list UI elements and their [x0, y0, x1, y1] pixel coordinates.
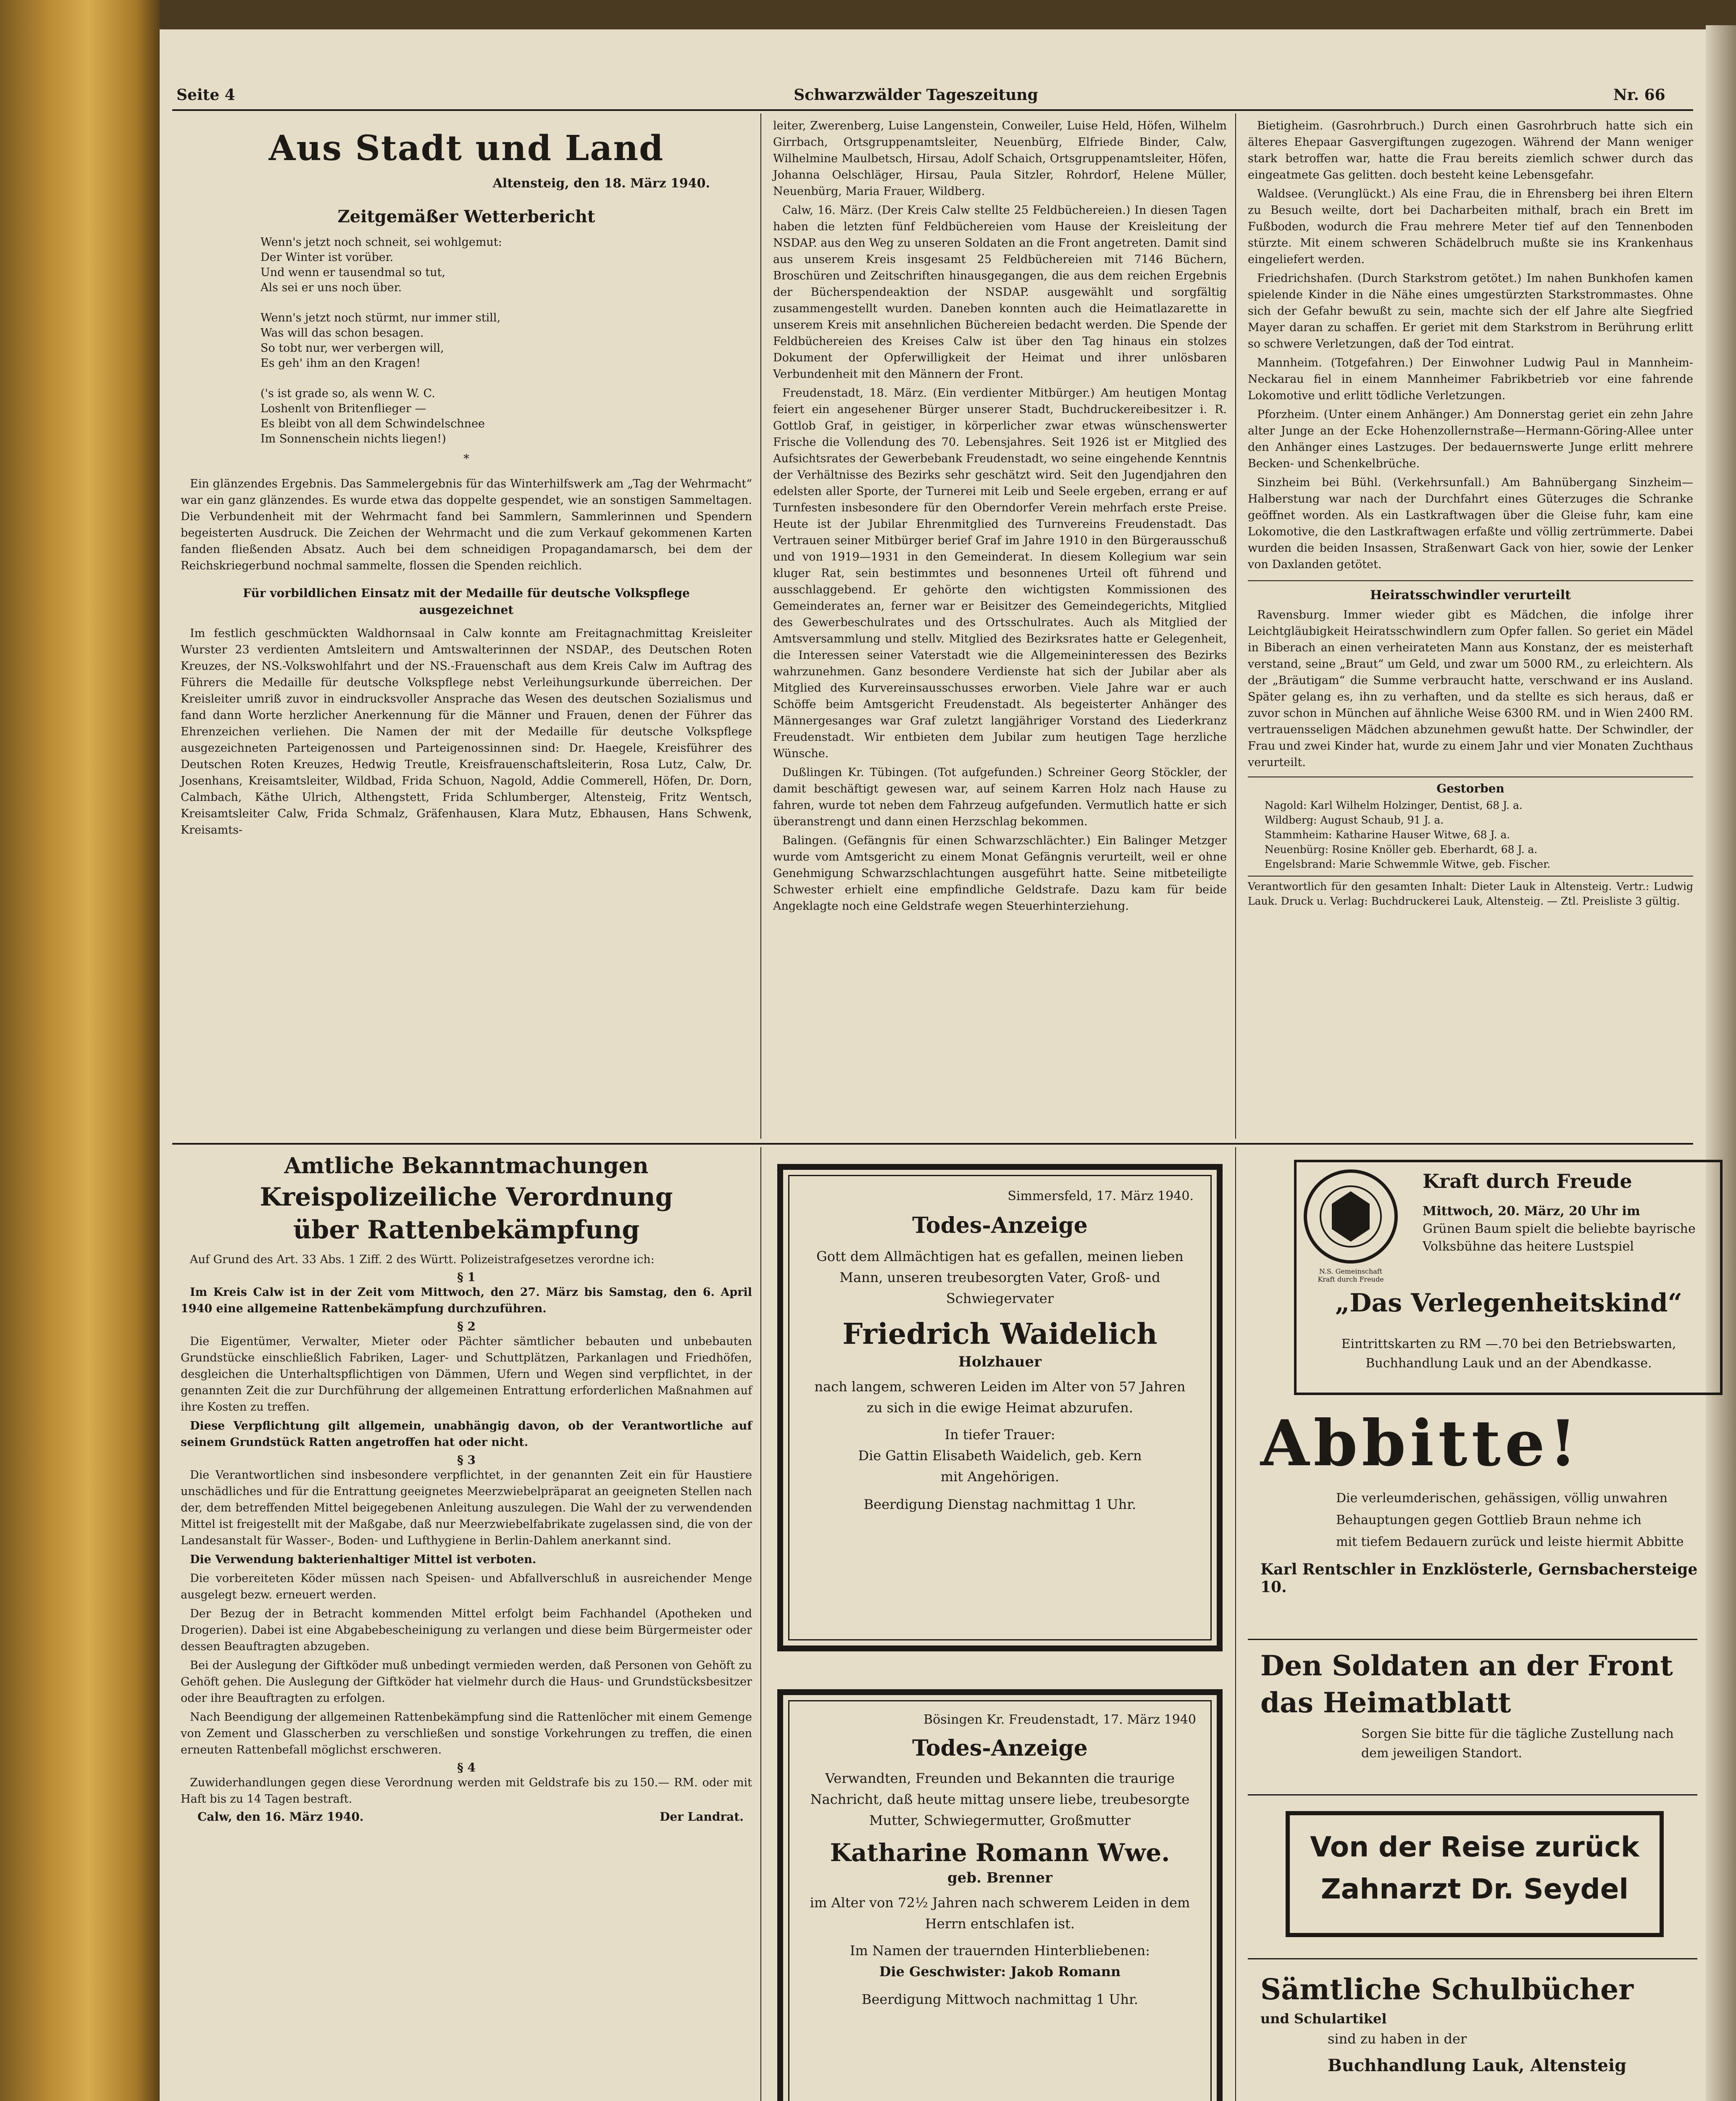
- right-column: [1248, 118, 1693, 908]
- soldaten-line-4: dem jeweiligen Standort.: [1361, 1746, 1523, 1761]
- paragraph-3c: Die vorbereiteten Köder müssen nach Speisen- und Abfallverschluß in ausreichender Menge ausgelegt bezw. erneuert werden.: [181, 1572, 752, 1601]
- paragraph-2b: Diese Verpflichtung gilt allgemein, unabhängig davon, ob der Verantwortliche auf seinem Grundstück Ratten angetroffen hat oder nicht.: [181, 1419, 752, 1449]
- schulbuecher-line-4: Buchhandlung Lauk, Altensteig: [1328, 2056, 1627, 2075]
- official-title: Amtliche Bekanntmachungen: [284, 1153, 649, 1179]
- left-column: [181, 120, 752, 841]
- notice-burial: Beerdigung Dienstag nachmittag 1 Uhr.: [863, 1496, 1136, 1512]
- death-notice: Neuenbürg: Rosine Knöller geb. Eberhardt, 68 J. a.: [1265, 843, 1538, 856]
- kdf-event-lines: [1423, 1203, 1712, 1256]
- gestorben-list: [1248, 798, 1693, 871]
- notice-heading: Todes-Anzeige: [912, 1213, 1088, 1238]
- kdf-tickets-line-2: Buchhandlung Lauk und an der Abendkasse.: [1365, 1356, 1652, 1371]
- ordinance-subtitle: über Rattenbekämpfung: [293, 1215, 640, 1245]
- abbitte-line-3: mit tiefem Bedauern zurück und leiste hiermit Abbitte: [1336, 1535, 1684, 1549]
- masthead: Schwarzwälder Tageszeitung: [794, 86, 1038, 104]
- zahnarzt-ad: [1286, 1811, 1664, 1937]
- deceased-name: Friedrich Waidelich: [842, 1317, 1157, 1351]
- next-page-edge: [1706, 25, 1736, 2101]
- middle-column: [773, 118, 1227, 917]
- death-notice-inner: [788, 1700, 1212, 2101]
- paragraph-3d: Der Bezug der in Betracht kommenden Mittel erfolgt beim Fachhandel (Apotheken und Drogerien). Dabei ist eine Abgabebescheinigung zu verlangen und diese beim Bürgermeister oder dessen Beauftragten abzugeben.: [181, 1607, 752, 1653]
- right-lower-rule-3: [1248, 1958, 1697, 1959]
- gestorben-title: Gestorben: [1436, 782, 1505, 795]
- paragraph-3a: Die Verantwortlichen sind insbesondere verpflichtet, in der genannten Zeit ein für Haustiere unschädliches und für die Entrattung geeignetes Meerzwiebelpräparat an geeigneten Stellen nach der, dem betreffenden Mittel beigegebenen Anleitung auszulegen. Die Wahl der zu verwendenden Mittel ist freigestellt mit der Maßgabe, daß nur Meerzwiebelfabrikate zugelassen sind, die von der Landesanstalt für Wasser-, Boden- und Lufthygiene in Berlin-Dahlem anerkannt sind.: [181, 1469, 752, 1547]
- signoff: [181, 1810, 752, 1828]
- death-notice: Engelsbrand: Marie Schwemmle Witwe, geb. Fischer.: [1265, 858, 1551, 870]
- column-rule-4: [1235, 1147, 1236, 2101]
- kdf-line-2: Grünen Baum spielt die beliebte bayrische: [1423, 1222, 1696, 1236]
- section-rule: [172, 1143, 1693, 1145]
- abbitte-line-2: Behauptungen gegen Gottlieb Braun nehme ich: [1336, 1513, 1641, 1527]
- schulbuecher-line-1: Sämtliche Schulbücher: [1260, 1973, 1634, 2006]
- ordinance-intro: Auf Grund des Art. 33 Abs. 1 Ziff. 2 des Württ. Polizeistrafgesetzes verordne ich:: [190, 1253, 655, 1266]
- article-sinzheim: Sinzheim bei Bühl. (Verkehrsunfall.) Am Bahnübergang Sinzheim—Halberstung war nach der Durchfahrt eines Güterzuges die Schranke geöffnet worden. Als ein Lastkraftwagen über die Gleise fuhr, kam eine Lokomotive, die den Lastkraftwagen erfaßte und völlig zertrümmerte. Dabei wurden die beiden Insassen, Straßenwart Gack von hier, sowie der Lenker von Daxlanden getötet.: [1248, 476, 1693, 571]
- weather-title: Zeitgemäßer Wetterbericht: [337, 207, 595, 226]
- notice-dateline: Bösingen Kr. Freudenstadt, 17. März 1940: [923, 1712, 1196, 1727]
- paragraph-4: Zuwiderhandlungen gegen diese Verordnung werden mit Geldstrafe bis zu 150.— RM. oder mit Haft bis zu 14 Tagen bestraft.: [181, 1776, 752, 1806]
- abbitte-signature: Karl Rentschler in Enzklösterle, Gernsbachersteige 10.: [1260, 1561, 1698, 1596]
- notice-text-2: nach langem, schweren Leiden im Alter von 57 Jahren zu sich in die ewige Heimat abzurufen.: [814, 1379, 1186, 1416]
- death-notice: Nagold: Karl Wilhelm Holzinger, Dentist, 68 J. a.: [1265, 799, 1523, 811]
- kdf-ad: [1294, 1160, 1723, 1395]
- paragraph-2-mark: § 2: [457, 1319, 476, 1333]
- soldaten-subtext: [1252, 1725, 1702, 1763]
- kdf-play-title: „Das Verlegenheitskind“: [1335, 1288, 1683, 1318]
- article-ravensburg: Ravensburg. Immer wieder gibt es Mädchen, die infolge ihrer Leichtgläubigkeit Heiratsschwindlern zum Opfer fallen. So geriet ein Mädel in Biberach an einen verheirateten Mann aus Konstanz, der es meisterhaft verstand, seine „Braut“ um Geld, und zwar um 5000 RM., zu erleichtern. Als der „Bräutigam“ die Summe verbraucht hatte, verschwand er ins Ausland. Später gelang es, ihn zu verhaften, und da stellte es sich heraus, daß er zuvor schon in München auf ähnliche Weise 6300 RM. und in Wien 2400 RM. vertrauensseligen Mädchen abzunehmen gewußt hatte. Der Schwindler, der Frau und zwei Kinder hat, wurde zu einem Jahr und vier Monaten Zuchthaus verurteilt.: [1248, 608, 1693, 769]
- article-friedrichshafen: Friedrichshafen. (Durch Starkstrom getötet.) Im nahen Bunkhofen kamen spielende Kinder in die Nähe eines umgestürzten Starkstrommastes. Ohne sich der Gefahr bewußt zu sein, machte sich der elf Jahre alte Siegfried Mayer daran zu schaffen. Er geriet mit dem Starkstrom in Berührung erlitt so schwere Verletzungen, daß der Tod eintrat.: [1248, 272, 1693, 350]
- notice-text-1: Verwandten, Freunden und Bekannten die traurige Nachricht, daß heute mittag unsere liebe, treubesorgte Mutter, Schwiegermutter, Großmutter: [810, 1770, 1190, 1828]
- dateline: Altensteig, den 18. März 1940.: [492, 176, 710, 191]
- soldaten-line-1: Den Soldaten an der Front: [1260, 1649, 1673, 1682]
- kdf-logo-icon: [1302, 1168, 1399, 1265]
- kdf-tickets: [1305, 1335, 1712, 1373]
- paragraph-3f: Nach Beendigung der allgemeinen Rattenbekämpfung sind die Rattenlöcher mit einem Gemenge von Zement und Glasscherben zu verschließen und sonstige Vorkehrungen zu treffen, die einen erneuten Rattenbefall möglichst erschweren.: [181, 1711, 752, 1756]
- separator-star: *: [463, 452, 469, 466]
- death-notice: Wildberg: August Schaub, 91 J. a.: [1265, 814, 1444, 826]
- article-pforzheim: Pforzheim. (Unter einem Anhänger.) Am Donnerstag geriet ein zehn Jahre alter Junge an der Ecke Hohenzollernstraße—Hermann-Göring-Allee unter den Anhänger eines Lastzuges. Der bedauernswerte Junge erlitt mehrere Becken- und Schenkelbrüche.: [1248, 408, 1693, 470]
- abbitte-line-1: Die verleumderischen, gehässigen, völlig unwahren: [1336, 1491, 1668, 1506]
- page-label: Seite 4: [176, 86, 235, 104]
- zahnarzt-line-1: Von der Reise zurück: [1310, 1831, 1639, 1863]
- soldaten-ad: [1252, 1647, 1702, 1763]
- article-calw-feldbuechereien: Calw, 16. März. (Der Kreis Calw stellte 25 Feldbüchereien.) In diesen Tagen haben die letzten fünf Feldbüchereien vom Hause der Kreisleitung der NSDAP. aus den Weg zu unseren Soldaten an die Front angetreten. Damit sind aus unserem Kreis insgesamt 25 Feldbüchereien mit 7146 Büchern, Broschüren und Zeitschriften hinausgegangen, die aus dem reichen Ergebnis der Bücherspendeaktion der NSDAP. ausgewählt und sorgfältig zusammengestellt wurden. Daneben konnten auch die Heimatlazarette in unserem Kreis mit ansehnlichen Büchereien bedacht werden. Die Spende der Feldbüchereien des Kreises Calw ist über den Tag hinaus ein stolzes Dokument der Opferwilligkeit der Heimat und ihrer unlösbaren Verbundenheit mit den Männern der Front.: [773, 204, 1227, 381]
- signoff-name: Der Landrat.: [660, 1810, 744, 1824]
- volkspflege-title: Für vorbildlichen Einsatz mit der Medaille für deutsche Volkspflege ausgezeichnet: [243, 586, 690, 617]
- paragraph-3-mark: § 3: [457, 1453, 476, 1467]
- notice-text-1: Gott dem Allmächtigen hat es gefallen, meinen lieben Mann, unseren treubesorgten Vater, Groß- und Schwiegervater: [816, 1248, 1184, 1306]
- kdf-line-1: Mittwoch, 20. März, 20 Uhr im: [1423, 1204, 1640, 1219]
- notice-siblings: Die Geschwister: Jakob Romann: [879, 1964, 1121, 1980]
- issue-number: Nr. 66: [1613, 86, 1665, 104]
- article-bietigheim: Bietigheim. (Gasrohrbruch.) Durch einen Gasrohrbruch hatte sich ein älteres Ehepaar Gasvergiftungen zugezogen. Während der Mann weniger stark betroffen war, hatte die Frau bereits ziemlich schwer durch das eingeatmete Gas gelitten. doch besteht keine Lebensgefahr.: [1248, 119, 1693, 182]
- article-mannheim: Mannheim. (Totgefahren.) Der Einwohner Ludwig Paul in Mannheim-Neckarau fiel in einem Mannheimer Fabrikbetrieb vor eine fahrende Lokomotive und erlitt tödliche Verletzungen.: [1248, 356, 1693, 402]
- paragraph-3b: Die Verwendung bakterienhaltiger Mittel ist verboten.: [190, 1553, 537, 1566]
- death-notice-waidelich: [777, 1164, 1223, 1651]
- abbitte-ad: [1252, 1408, 1702, 1596]
- ordinance-title: Kreispolizeiliche Verordnung: [260, 1182, 673, 1212]
- right-lower-rule-2: [1248, 1794, 1697, 1796]
- schulbuecher-line-3: sind zu haben in der: [1328, 2031, 1467, 2047]
- kdf-logo-text: [1302, 1267, 1399, 1283]
- paragraph-4-mark: § 4: [457, 1761, 476, 1775]
- soldaten-line-3: Sorgen Sie bitte für die tägliche Zustellung nach: [1361, 1727, 1674, 1741]
- article-balingen: Balingen. (Gefängnis für einen Schwarzschlächter.) Ein Balinger Metzger wurde vom Amtsgericht zu einem Monat Gefängnis verurteilt, weil er ohne Genehmigung Schwarzschlachtungen ausgeführt hatte. Seine mitbeteiligte Schwester erhielt eine empfindliche Geldstrafe. Dazu kam für beide Angeklagte noch eine Geldstrafe wegen Steuerhinterziehung.: [773, 834, 1227, 913]
- abbitte-text: [1252, 1488, 1702, 1553]
- column-rule-1: [760, 113, 761, 1139]
- paragraph-1-mark: § 1: [457, 1270, 476, 1284]
- notice-mourning: In tiefer Trauer:: [944, 1427, 1055, 1443]
- article-volkspflege: Im festlich geschmückten Waldhornsaal in Calw konnte am Freitagnachmittag Kreisleiter Wurster 23 verdienten Amtsleitern und Amtswalterinnen der NSDAP., des Deutschen Roten Kreuzes, der NS.-Volkswohlfahrt und der NS.-Frauenschaft aus dem Kreis Calw im Auftrag des Führers die Medaille für deutsche Volkspflege nebst Verleihungsurkunde überreichen. Der Kreisleiter umriß zuvor in eindrucksvoller Ansprache das Wesen des deutschen Sozialismus und fand dann Worte herzlicher Anerkennung für die Männer und Frauen, denen der Führer das Ehrenzeichen verliehen. Die Namen der mit der Medaille für deutsche Volkspflege ausgezeichneten Parteigenossen und Parteigenossinnen sind: Dr. Haegele, Kreisführer des Deutschen Roten Kreuzes, Hedwig Treutle, Kreisfrauenschaftsleiterin, Rosa Lutz, Calw, Dr. Josenhans, Kreisamtsleiter, Wildbad, Frida Schuon, Nagold, Addie Commerell, Höfen, Dr. Dorn, Calmbach, Käthe Ulrich, Althengstett, Frida Schlumberger, Altensteig, Fritz Wentsch, Kreisamtsleiter Calw, Frida Schmalz, Gräfenhausen, Klara Mutz, Ebhausen, Hans Schwenk, Kreisamts-: [181, 627, 752, 837]
- column-rule-3: [760, 1147, 761, 2101]
- kdf-tickets-line-1: Eintrittskarten zu RM —.70 bei den Betriebswarten,: [1341, 1337, 1676, 1351]
- abbitte-title: Abbitte!: [1260, 1406, 1581, 1480]
- schulbuecher-line-2: und Schulartikel: [1260, 2011, 1387, 2027]
- kdf-line-3: Volksbühne das heitere Lustspiel: [1423, 1239, 1634, 1254]
- kdf-logo-text-top: N.S. Gemeinschaft: [1319, 1267, 1383, 1275]
- right-rule-3: [1248, 876, 1693, 877]
- article-waldsee: Waldsee. (Verunglückt.) Als eine Frau, die in Ehrensberg bei ihren Eltern zu Besuch weilte, dort bei Dacharbeiten mithalf, brach ein Brett im Fußboden, wodurch die Frau mehrere Meter tief auf den Tennenboden stürzte. Mit einem schweren Schädelbruch mußte sie ins Krankenhaus eingeliefert werden.: [1248, 187, 1693, 266]
- deceased-name: Katharine Romann Wwe.: [830, 1838, 1170, 1867]
- right-lower-rule-1: [1248, 1639, 1697, 1640]
- paragraph-3e: Bei der Auslegung der Giftköder muß unbedingt vermieden werden, daß Personen von Gehöft zu Gehöft gehen. Die Auslegung der Giftköder hat vielmehr durch die Haus- und Grundstücksbesitzer oder ihre Beauftragten zu erfolgen.: [181, 1659, 752, 1705]
- kdf-logo-text-bottom: Kraft durch Freude: [1318, 1275, 1384, 1283]
- paragraph-1: Im Kreis Calw ist in der Zeit vom Mittwoch, den 27. März bis Samstag, den 6. April 1940 eine allgemeine Rattenbekämpfung durchzuführen.: [181, 1286, 752, 1315]
- notice-relatives: mit Angehörigen.: [940, 1469, 1060, 1485]
- paragraph-2a: Die Eigentümer, Verwalter, Mieter oder Pächter sämtlicher bebauten und unbebauten Grundstücke einschließlich Fabriken, Lager- und Schuttplätzen, Parkanlagen und Friedhöfen, desgleichen die Unterhaltspflichtigen von Dämmen, Ufern und Wegen sind verpflichtet, in der genannten Zeit die zur Durchführung der allgemeinen Entrattung erforderlichen Maßnahmen auf ihre Kosten zu treffen.: [181, 1335, 752, 1414]
- weather-poem: Wenn's jetzt noch schneit, sei wohlgemut: Der Winter ist vorüber. Und wenn er tausendmal so tut, Als sei er uns noch über. Wenn's jetzt noch stürmt, nur immer still, Was will das schon besagen. So tobt nur, wer verbergen will, Es geh' ihm an den Kragen! ('s ist grade so, als wenn W. C. Loshenlt von Britenflieger — Es bleibt von all dem Schwindelschnee Im Sonnenschein nichts liegen!): [260, 236, 502, 445]
- death-notice-romann: [777, 1689, 1223, 2101]
- signoff-place: Calw, den 16. März 1940.: [197, 1810, 364, 1824]
- article-sammelergebnis: Ein glänzendes Ergebnis. Das Sammelergebnis für das Winterhilfswerk am „Tag der Wehrmacht“ war ein ganz glänzendes. Es wurde etwa das doppelte gespendet, wie an sonstigen Sammeltagen. Die Verbundenheit mit der Wehrmacht fand bei Sammlern, Sammlerinnen und Spendern begeisterten Ausdruck. Die Zeichen der Wehrmacht und die zum Verkauf gekommenen Karten fanden fließenden Absatz. Auch bei dem schneidigen Propagandamarsch, bei dem der Reichskriegerbund nochmal sammelte, flossen die Spenden reichlich.: [181, 477, 752, 572]
- notice-text-2: im Alter von 72½ Jahren nach schwerem Leiden in dem Herrn entschlafen ist.: [810, 1895, 1190, 1932]
- newspaper-page: [160, 29, 1706, 2101]
- article-dusslingen: Dußlingen Kr. Tübingen. (Tot aufgefunden.) Schreiner Georg Stöckler, der damit beschäftigt gewesen war, auf seinem Karren Holz nach Hause zu fahren, wurde tot neben dem Fahrzeug aufgefunden. Vermutlich hatte er sich überanstrengt und dann einen Herzschlag bekommen.: [773, 766, 1227, 828]
- schulbuecher-ad: [1252, 1971, 1702, 2078]
- kdf-title: Kraft durch Freude: [1423, 1170, 1632, 1193]
- soldaten-line-2: das Heimatblatt: [1260, 1686, 1511, 1719]
- article-volkspflege-continued: leiter, Zwerenberg, Luise Langenstein, Conweiler, Luise Held, Höfen, Wilhelm Girrbach, Ortsgruppenamtsleiter, Neuenbürg, Elfriede Binder, Calw, Wilhelmine Maulbetsch, Hirsau, Adolf Schaich, Ortsgruppenamtsleiter, Höfen, Johanna Oelschläger, Hirsau, Paula Sitzler, Rohrdorf, Helene Müller, Neuenbürg, Maria Frauer, Wildberg.: [773, 119, 1227, 198]
- heiratsschwindler-title: Heiratsschwindler verurteilt: [1370, 588, 1571, 603]
- imprint: Verantwortlich für den gesamten Inhalt: Dieter Lauk in Altensteig. Vertr.: Ludwig Lauk. Druck u. Verlag: Buchdruckerei Lauk, Altensteig. — Ztl. Preisliste 3 gültig.: [1248, 880, 1693, 907]
- notice-mourning: Im Namen der trauernden Hinterbliebenen:: [850, 1943, 1150, 1959]
- zahnarzt-line-2: Zahnarzt Dr. Seydel: [1320, 1873, 1629, 1905]
- notice-dateline: Simmersfeld, 17. März 1940.: [1007, 1189, 1194, 1203]
- right-rule-1: [1248, 580, 1693, 581]
- death-notice: Stammheim: Katharine Hauser Witwe, 68 J. a.: [1265, 829, 1510, 841]
- header-rule: [172, 109, 1693, 111]
- death-notice-inner: [788, 1175, 1212, 1640]
- column-rule-2: [1235, 113, 1236, 1139]
- book-binding: [0, 0, 160, 2101]
- article-freudenstadt: Freudenstadt, 18. März. (Ein verdienter Mitbürger.) Am heutigen Montag feiert ein angesehener Bürger unserer Stadt, Buchdruckereibesitzer i. R. Gottlob Graf, in geistiger, in körperlicher zwar etwas wünschenswerter Frische die Vollendung des 70. Lebensjahres. Seit 1926 ist er Mitglied des Aufsichtsrates der Gewerbebank Freudenstadt, wo seine eingehende Kenntnis der Verhältnisse des Bezirks sehr geschätzt wird. Seit den Jugendjahren den edelsten aller Sporte, der Turnerei mit Leib und Seele ergeben, errang er auf Turnfesten insbesondere für den Oberndorfer Verein mehrfach erste Preise. Heute ist der Jubilar Ehrenmitglied des Turnvereins Freudenstadt. Das Vertrauen seiner Mitbürger berief Graf im Jahre 1910 in den Bürgerausschuß und von 1919—1931 in den Gemeinderat. In diesem Kollegium war sein kluger Rat, sein bestimmtes und besonnenes Urteil oft führend und ausschlaggebend. Er gehörte den wichtigsten Kommissionen des Gemeinderates an, ferner war er Beisitzer des Gemeindegerichts, Mitglied des Gewerbeschulrates und des Ortsschulrates. Auch als Mitglied der Amtsversammlung und stellv. Mitglied des Bezirksrates hatte er Gelegenheit, die Interessen seiner Vaterstadt wie die Allgemeininteressen des Bezirks wahrzunehmen. Ganz besondere Verdienste hat sich der Jubilar aber als Mitglied des Kurvereinsausschusses erworben. Viele Jahre war er auch Schöffe beim Amtsgericht Freudenstadt. Als begeisterter Anhänger des Männergesanges war Graf zuletzt langjähriger Vorstand des Liederkranz Freudenstadt. Wir entbieten dem Jubilar zum heutigen Tage herzliche Wünsche.: [773, 387, 1227, 760]
- deceased-birth-name: geb. Brenner: [947, 1869, 1053, 1886]
- section-title: Aus Stadt und Land: [268, 128, 664, 169]
- notice-heading: Todes-Anzeige: [912, 1735, 1088, 1761]
- notice-burial: Beerdigung Mittwoch nachmittag 1 Uhr.: [861, 1991, 1139, 2007]
- official-notice: [181, 1151, 752, 1828]
- deceased-occupation: Holzhauer: [958, 1353, 1042, 1370]
- notice-widow: Die Gattin Elisabeth Waidelich, geb. Kern: [858, 1448, 1142, 1464]
